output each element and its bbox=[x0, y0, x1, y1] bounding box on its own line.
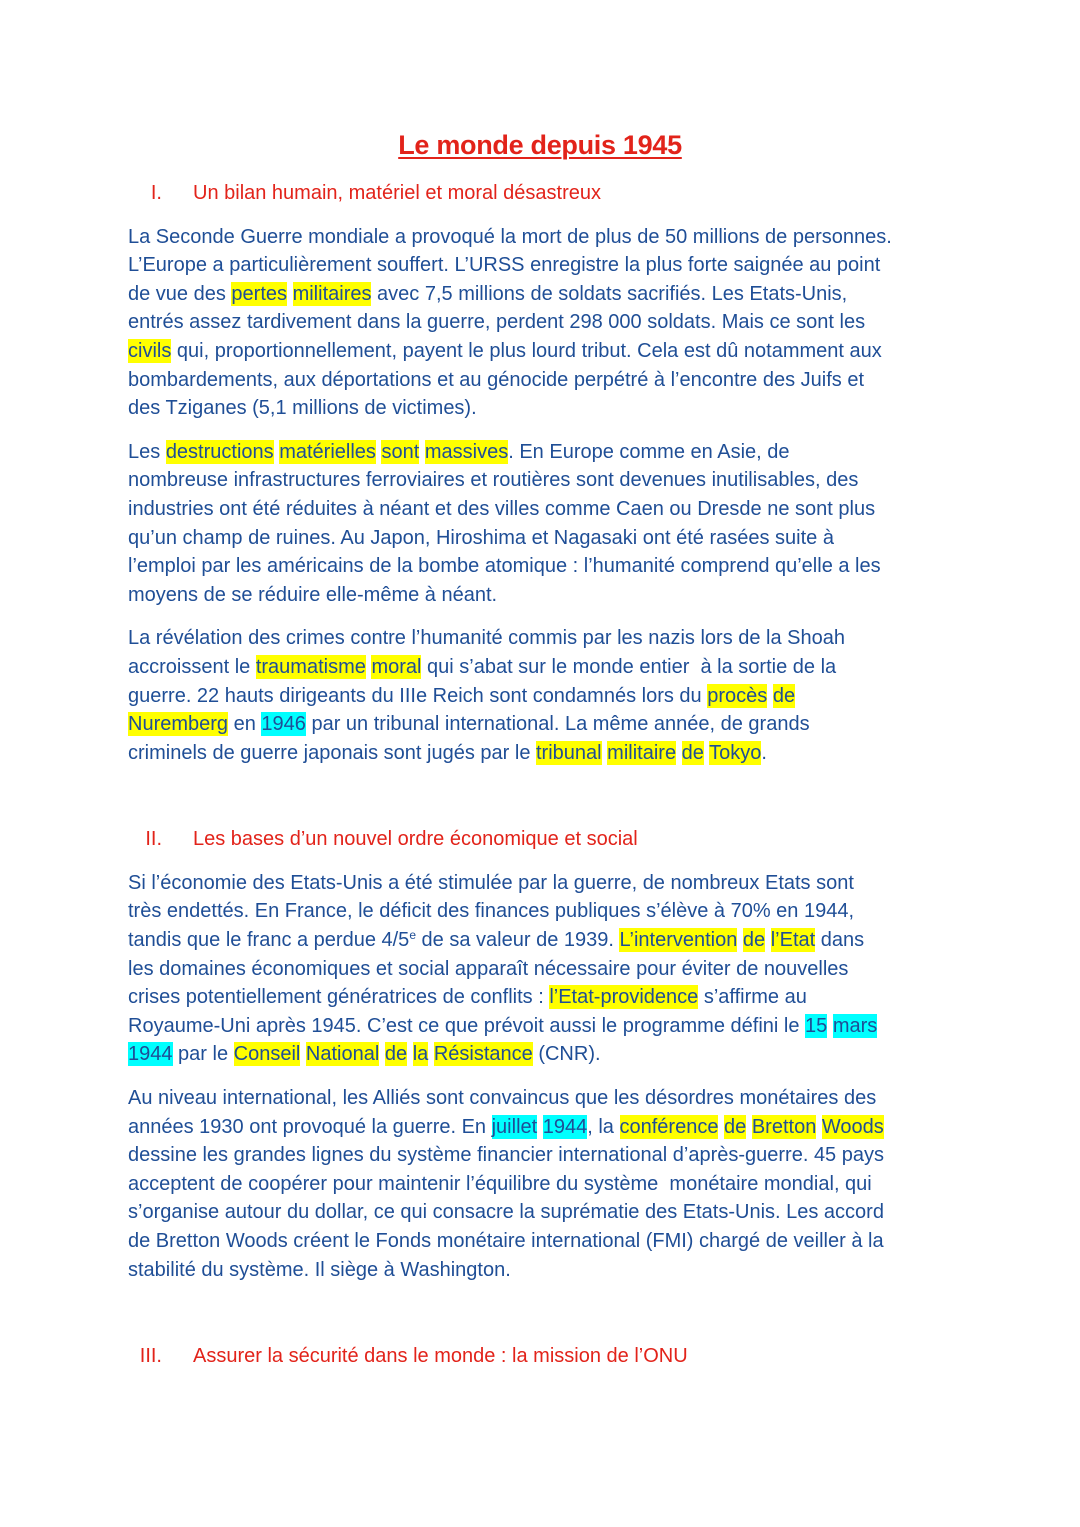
text-run: qui, proportionnellement, payent le plus lourd tribut. Cela est dû notamment aux bbox=[171, 339, 882, 362]
section-heading bbox=[128, 825, 1080, 854]
text-run: . En Europe comme en Asie, de bbox=[508, 440, 790, 463]
text-run bbox=[827, 1015, 833, 1037]
text-run: entrés assez tardivement dans la guerre, perdent 298 000 soldats. Mais ce sont les bbox=[128, 311, 866, 334]
text-line bbox=[128, 1141, 1080, 1170]
highlighted-text: 1944 bbox=[542, 1115, 588, 1138]
text-line bbox=[128, 710, 1080, 739]
highlighted-text: juillet bbox=[491, 1115, 538, 1138]
text-line bbox=[128, 1198, 1080, 1227]
text-run: La Seconde Guerre mondiale a provoqué la mort de plus de 50 millions de personnes. bbox=[128, 225, 892, 248]
section-title: Les bases d’un nouvel ordre économique et social bbox=[193, 828, 638, 851]
text-run: nombreuse infrastructures ferroviaires et routières sont devenues inutilisables, des bbox=[128, 469, 859, 492]
text-run: Si l’économie des Etats-Unis a été stimulée par la guerre, de nombreux Etats sont bbox=[128, 871, 854, 894]
section-title: Un bilan humain, matériel et moral désastreux bbox=[193, 182, 601, 204]
highlighted-text: de bbox=[384, 1043, 408, 1066]
text-run: années 1930 ont provoqué la guerre. En bbox=[128, 1115, 492, 1138]
text-run: tandis que le franc a perdue 4/5 bbox=[128, 929, 410, 952]
highlighted-text: mars bbox=[832, 1014, 878, 1037]
text-line bbox=[128, 1256, 1080, 1285]
text-line bbox=[128, 983, 1080, 1012]
text-line bbox=[128, 552, 1080, 581]
text-run: crises potentiellement génératrices de conflits : bbox=[128, 986, 550, 1009]
section-heading bbox=[128, 1342, 1080, 1371]
text-run: avec 7,5 millions de soldats sacrifiés. Les Etats-Unis, bbox=[371, 282, 848, 305]
text-line bbox=[128, 466, 1080, 495]
paragraph bbox=[128, 1084, 1080, 1284]
text-run bbox=[407, 1043, 413, 1065]
text-line bbox=[128, 280, 1080, 309]
text-run: La révélation des crimes contre l’humanité commis par les nazis lors de la Shoah bbox=[128, 627, 846, 650]
text-line bbox=[128, 337, 1080, 366]
highlighted-text: de bbox=[772, 684, 796, 707]
highlighted-text: procès bbox=[707, 684, 768, 707]
text-line bbox=[128, 438, 1080, 467]
section-1 bbox=[128, 179, 1080, 767]
section-heading bbox=[128, 179, 1080, 208]
text-line bbox=[128, 1227, 1080, 1256]
text-run bbox=[287, 283, 293, 305]
text-line bbox=[128, 926, 1080, 955]
page-title: Le monde depuis 1945 bbox=[398, 130, 682, 160]
highlighted-text: militaire bbox=[607, 741, 677, 764]
highlighted-text: matérielles bbox=[279, 440, 376, 463]
highlighted-text: civils bbox=[128, 339, 172, 362]
text-run: de Bretton Woods créent le Fonds monétaire international (FMI) chargé de veiller à la bbox=[128, 1230, 884, 1252]
highlighted-text: la bbox=[412, 1043, 429, 1066]
text-run: s’affirme au bbox=[698, 986, 807, 1009]
highlighted-text: l’Etat-providence bbox=[549, 986, 699, 1009]
text-line bbox=[128, 682, 1080, 711]
paragraph bbox=[128, 438, 1080, 610]
text-line bbox=[128, 366, 1080, 395]
paragraph bbox=[128, 624, 1080, 767]
text-run: (CNR). bbox=[532, 1043, 601, 1066]
highlighted-text: Bretton bbox=[751, 1115, 817, 1138]
text-run: l’emploi par les américains de la bombe atomique : l’humanité comprend qu’elle a les bbox=[128, 555, 881, 578]
text-run: , la bbox=[587, 1115, 620, 1138]
text-run: accroissent le bbox=[128, 655, 256, 678]
text-line bbox=[128, 394, 1080, 423]
text-run bbox=[676, 742, 682, 764]
text-line bbox=[128, 624, 1080, 653]
text-run: guerre. 22 hauts dirigeants du IIIe Reich sont condamnés lors du bbox=[128, 684, 708, 707]
highlighted-text: destructions bbox=[165, 440, 274, 463]
text-line bbox=[128, 1170, 1080, 1199]
highlighted-text: massives bbox=[424, 440, 509, 463]
text-run: criminels de guerre japonais sont jugés par le bbox=[128, 741, 536, 764]
text-run: moyens de se réduire elle-même à néant. bbox=[128, 583, 498, 606]
text-run: L’Europe a particulièrement souffert. L’URSS enregistre la plus forte saignée au point bbox=[128, 254, 881, 277]
section-numeral: I. bbox=[150, 182, 162, 204]
paragraph bbox=[128, 869, 1080, 1069]
highlighted-text: Résistance bbox=[433, 1043, 533, 1066]
text-line bbox=[128, 653, 1080, 682]
text-run: par le bbox=[172, 1043, 234, 1066]
text-run bbox=[428, 1043, 434, 1065]
text-line bbox=[128, 739, 1080, 768]
text-run: dans bbox=[815, 929, 865, 952]
highlighted-text: sont bbox=[381, 440, 420, 463]
section-numeral: III. bbox=[139, 1345, 162, 1368]
section-numeral: II. bbox=[145, 828, 162, 851]
highlighted-text: militaires bbox=[292, 282, 372, 305]
text-line bbox=[128, 1012, 1080, 1041]
text-run: acceptent de coopérer pour maintenir l’équilibre du système monétaire mondial, qui bbox=[128, 1172, 872, 1195]
highlighted-text: de bbox=[681, 741, 704, 764]
text-run: en bbox=[228, 713, 262, 736]
text-run: qu’un champ de ruines. Au Japon, Hiroshima et Nagasaki ont été rasées suite à bbox=[128, 526, 834, 549]
highlighted-text: conférence bbox=[619, 1115, 719, 1138]
text-line bbox=[128, 897, 1080, 926]
text-line bbox=[128, 1113, 1080, 1142]
highlighted-text: de bbox=[742, 929, 766, 952]
text-line bbox=[128, 581, 1080, 610]
highlighted-text: National bbox=[305, 1043, 380, 1066]
text-run: industries ont été réduites à néant et des villes comme Caen ou Dresde ne sont plus bbox=[128, 497, 876, 520]
text-run: de sa valeur de 1939. bbox=[416, 929, 620, 952]
text-line bbox=[128, 1040, 1080, 1069]
text-run: Royaume-Uni après 1945. C’est ce que prévoit aussi le programme défini le bbox=[128, 1014, 806, 1037]
section-3 bbox=[128, 1342, 1080, 1371]
section-body bbox=[128, 223, 1080, 768]
section-title: Assurer la sécurité dans le monde : la mission de l’ONU bbox=[193, 1345, 688, 1368]
highlighted-text: Nuremberg bbox=[128, 713, 229, 736]
text-run: Au niveau international, les Alliés sont convaincus que les désordres monétaires des bbox=[128, 1087, 877, 1110]
highlighted-text: l’Etat bbox=[770, 929, 816, 952]
text-run bbox=[537, 1116, 543, 1138]
highlighted-text: Tokyo bbox=[709, 741, 762, 764]
highlighted-text: 15 bbox=[805, 1014, 828, 1037]
text-line bbox=[128, 251, 1080, 280]
text-line bbox=[128, 869, 1080, 898]
text-run: les domaines économiques et social apparaît nécessaire pour éviter de nouvelles bbox=[128, 957, 849, 980]
text-run: Les bbox=[128, 440, 166, 463]
text-run: dessine les grandes lignes du système financier international d’après-guerre. 45 pays bbox=[128, 1144, 884, 1167]
section-2 bbox=[128, 825, 1080, 1284]
highlighted-text: pertes bbox=[231, 282, 288, 305]
text-run: très endettés. En France, le déficit des finances publiques s’élève à 70% en 1944, bbox=[128, 900, 855, 923]
text-run bbox=[767, 685, 773, 707]
highlighted-text: Conseil bbox=[233, 1043, 301, 1066]
highlighted-text: tribunal bbox=[536, 741, 602, 764]
text-run: de vue des bbox=[128, 282, 232, 305]
highlighted-text: Woods bbox=[821, 1115, 884, 1138]
highlighted-text: L’intervention bbox=[619, 929, 738, 952]
text-line bbox=[128, 495, 1080, 524]
text-run: des Tziganes (5,1 millions de victimes). bbox=[128, 397, 477, 420]
text-run: . bbox=[761, 741, 767, 764]
text-run: stabilité du système. Il siège à Washington. bbox=[128, 1258, 511, 1281]
text-run: s’organise autour du dollar, ce qui consacre la suprématie des Etats-Unis. Les accord bbox=[128, 1201, 884, 1224]
text-run: bombardements, aux déportations et au génocide perpétré à l’encontre des Juifs et bbox=[128, 368, 865, 391]
text-line bbox=[128, 308, 1080, 337]
text-run: par un tribunal international. La même année, de grands bbox=[305, 713, 810, 736]
text-run bbox=[765, 929, 771, 951]
highlighted-text: moral bbox=[371, 655, 422, 678]
section-body bbox=[128, 869, 1080, 1284]
text-line bbox=[128, 223, 1080, 252]
superscript: e bbox=[409, 928, 416, 943]
highlighted-text: 1946 bbox=[261, 713, 306, 736]
text-line bbox=[128, 955, 1080, 984]
text-run bbox=[746, 1116, 752, 1138]
paragraph bbox=[128, 223, 1080, 423]
highlighted-text: de bbox=[724, 1115, 747, 1138]
highlighted-text: traumatisme bbox=[255, 655, 366, 678]
highlighted-text: 1944 bbox=[128, 1043, 173, 1066]
text-run: qui s’abat sur le monde entier à la sortie de la bbox=[421, 655, 837, 678]
text-line bbox=[128, 524, 1080, 553]
text-line bbox=[128, 1084, 1080, 1113]
